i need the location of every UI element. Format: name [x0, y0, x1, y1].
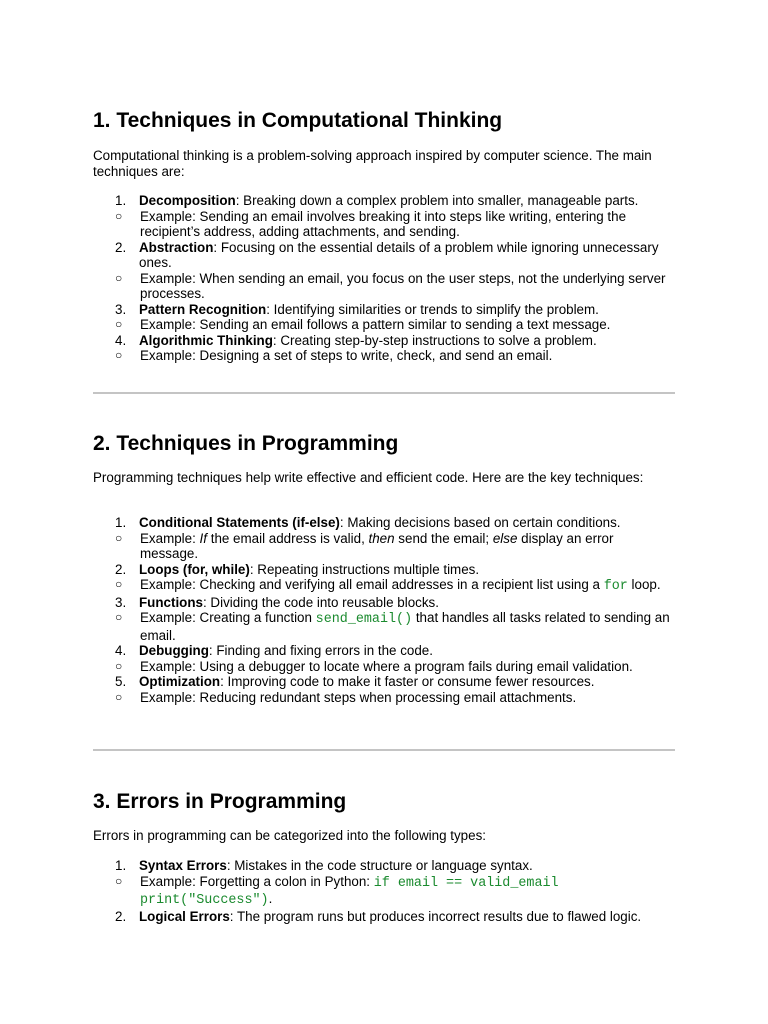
- hollow-bullet-icon: ○: [115, 658, 123, 673]
- item-description: : Identifying similarities or trends to simplify the problem.: [266, 301, 599, 317]
- example-prefix: Example:: [140, 530, 200, 546]
- example-item: [93, 577, 675, 595]
- item-term: Decomposition: [139, 193, 236, 208]
- example-text: Example: Using a debugger to locate where a program fails during email validation.: [140, 658, 633, 674]
- item-number: 5.: [115, 674, 127, 689]
- example-item: [93, 531, 675, 562]
- item-number: 3.: [115, 301, 127, 317]
- example-text: .: [268, 891, 273, 906]
- item-term: Loops (for, while): [139, 561, 250, 577]
- example-text: Example: Designing a set of steps to write, check, and send an email.: [140, 348, 553, 363]
- section-2-title: 2. Techniques in Programming: [93, 432, 399, 455]
- example-item: [93, 271, 675, 302]
- list-item: [93, 333, 675, 349]
- item-number: 1.: [115, 193, 127, 208]
- item-term: Conditional Statements (if-else): [139, 515, 340, 530]
- keyword-else: else: [492, 530, 518, 546]
- item-number: 2.: [115, 561, 127, 577]
- section-3-intro: Errors in programming can be categorized into the following types:: [93, 828, 486, 843]
- list-item: [93, 858, 675, 874]
- item-description: : Dividing the code into reusable blocks.: [202, 594, 439, 610]
- item-term: Optimization: [139, 674, 221, 689]
- item-term: Debugging: [139, 643, 209, 658]
- example-item: [93, 348, 675, 364]
- example-text: Example: Creating a function: [140, 610, 316, 625]
- list-item: [93, 595, 675, 611]
- item-number: 3.: [115, 594, 127, 610]
- item-number: 2.: [115, 239, 127, 255]
- item-description: : Breaking down a complex problem into smaller, manageable parts.: [235, 193, 639, 208]
- example-text: Example: Sending an email follows a pattern similar to sending a text message.: [140, 317, 611, 332]
- list-item: [93, 302, 675, 318]
- inline-code: if email == valid_email: [373, 875, 559, 891]
- item-term: Functions: [139, 594, 203, 610]
- example-text: display an error message.: [140, 530, 614, 561]
- example-item: [93, 690, 675, 706]
- item-term: Algorithmic Thinking: [139, 332, 273, 348]
- keyword-if: If: [199, 530, 207, 546]
- item-number: 1.: [115, 858, 127, 873]
- hollow-bullet-icon: ○: [115, 317, 123, 331]
- section-divider: [93, 749, 675, 751]
- item-description: : The program runs but produces incorrect results due to flawed logic.: [229, 908, 642, 924]
- hollow-bullet-icon: ○: [115, 530, 123, 545]
- item-number: 2.: [115, 908, 127, 924]
- item-term: Abstraction: [139, 239, 214, 255]
- item-description: : Creating step-by-step instructions to solve a problem.: [272, 332, 597, 348]
- section-3-list: [93, 858, 675, 924]
- hollow-bullet-icon: ○: [115, 577, 123, 591]
- example-text: the email address is valid,: [207, 530, 369, 546]
- example-text: Example: Sending an email involves breaking it into steps like writing, entering the recipient’s address, adding attachments, and sending.: [140, 208, 627, 239]
- hollow-bullet-icon: ○: [115, 610, 123, 624]
- example-item: [93, 610, 675, 643]
- inline-code: for: [603, 579, 628, 594]
- item-description: : Mistakes in the code structure or language syntax.: [226, 858, 533, 873]
- list-item: [93, 193, 675, 209]
- section-divider: [93, 392, 675, 394]
- example-text: loop.: [627, 577, 661, 592]
- section-1-title: 1. Techniques in Computational Thinking: [93, 109, 503, 132]
- example-item: [93, 874, 675, 909]
- keyword-then: then: [368, 530, 395, 546]
- item-term: Pattern Recognition: [139, 301, 267, 317]
- list-item: [93, 562, 675, 578]
- example-item: [93, 209, 675, 240]
- inline-code: send_email(): [315, 612, 413, 627]
- example-text: Example: Reducing redundant steps when processing email attachments.: [140, 689, 577, 705]
- item-term: Logical Errors: [139, 908, 230, 924]
- item-description: : Finding and fixing errors in the code.: [208, 643, 433, 658]
- example-text: Example: Forgetting a colon in Python:: [140, 873, 374, 889]
- item-number: 4.: [115, 332, 127, 348]
- example-item: [93, 317, 675, 333]
- item-description: : Repeating instructions multiple times.: [249, 561, 480, 577]
- section-1-intro: Computational thinking is a problem-solving approach inspired by computer science. The main techniques are:: [93, 148, 652, 179]
- list-item: [93, 515, 675, 531]
- list-item: [93, 909, 675, 925]
- list-item: [93, 674, 675, 690]
- example-text: Example: Checking and verifying all email addresses in a recipient list using a: [140, 577, 604, 592]
- section-2-intro: Programming techniques help write effective and efficient code. Here are the key techniques:: [93, 470, 644, 485]
- hollow-bullet-icon: ○: [115, 208, 123, 223]
- hollow-bullet-icon: ○: [115, 873, 123, 888]
- example-item: [93, 659, 675, 675]
- section-2-list: [93, 515, 675, 705]
- item-term: Syntax Errors: [139, 858, 227, 873]
- item-number: 1.: [115, 515, 127, 530]
- item-number: 4.: [115, 643, 127, 658]
- item-description: : Improving code to make it faster or consume fewer resources.: [220, 674, 595, 689]
- hollow-bullet-icon: ○: [115, 348, 123, 362]
- example-text: that handles all tasks related to sending an email.: [140, 610, 670, 643]
- section-1-list: [93, 193, 675, 364]
- example-text: send the email;: [394, 530, 493, 546]
- example-text: Example: When sending an email, you focus on the user steps, not the underlying server processes.: [140, 270, 666, 301]
- hollow-bullet-icon: ○: [115, 270, 123, 285]
- section-3-title: 3. Errors in Programming: [93, 790, 347, 813]
- item-description: : Focusing on the essential details of a problem while ignoring unnecessary ones.: [139, 239, 659, 270]
- hollow-bullet-icon: ○: [115, 689, 123, 704]
- inline-code: print("Success"): [140, 893, 269, 908]
- list-item: [93, 643, 675, 659]
- item-description: : Making decisions based on certain conditions.: [339, 515, 621, 530]
- list-item: [93, 240, 675, 271]
